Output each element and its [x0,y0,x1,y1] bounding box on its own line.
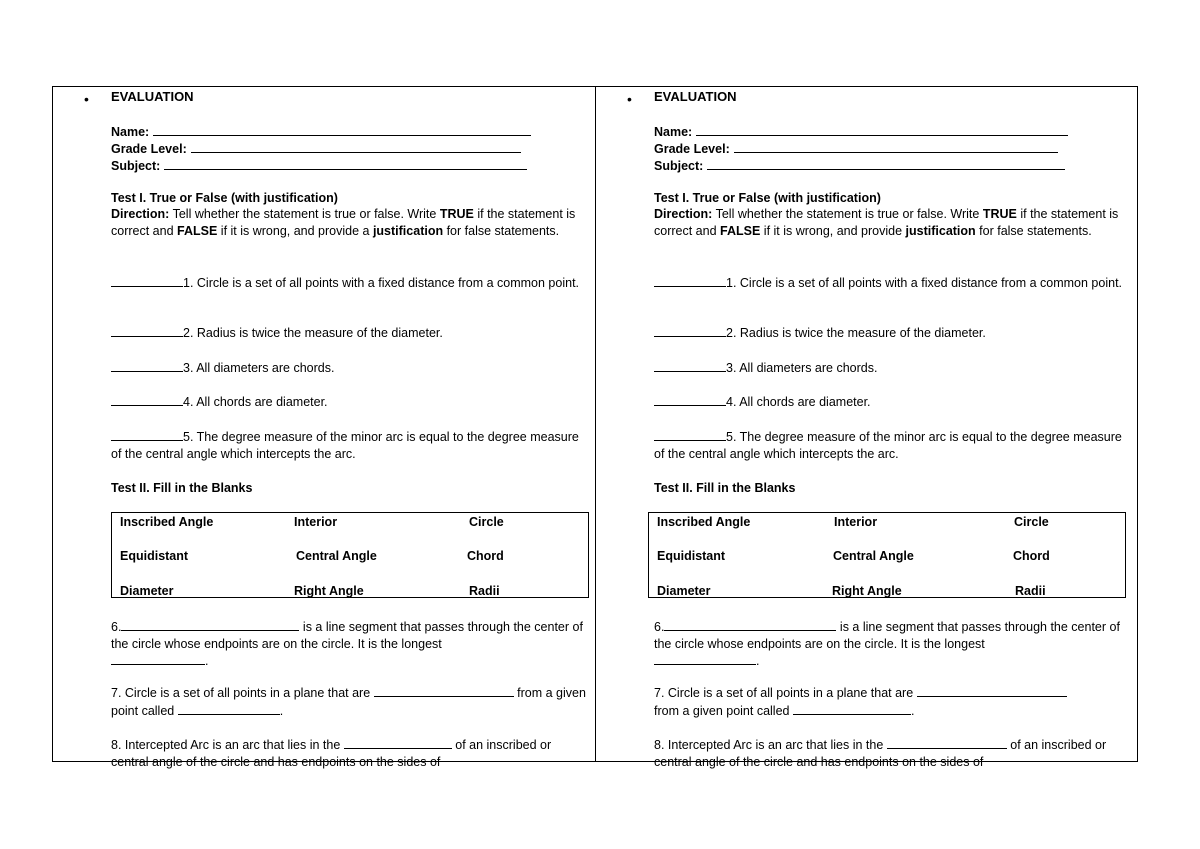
word-bank-item: Radii [469,584,500,598]
word-bank-item: Diameter [657,584,711,598]
test1-title: Test I. True or False (with justification) [654,191,881,205]
word-bank-item: Right Angle [832,584,902,598]
answer-blank[interactable] [111,274,183,287]
word-bank-item: Chord [1013,549,1050,563]
test1-item: 2. Radius is twice the measure of the diameter. [111,324,589,342]
test2-title: Test II. Fill in the Blanks [654,481,796,495]
name-field[interactable] [654,123,1068,139]
word-bank [111,512,589,598]
test1-item: 4. All chords are diameter. [654,393,1132,411]
answer-blank[interactable] [111,324,183,337]
name-field[interactable] [111,123,531,139]
test1-item: 5. The degree measure of the minor arc is equal to the degree measure of the central angle which intercepts the arc. [654,430,1122,461]
answer-blank[interactable] [121,618,299,631]
answer-blank[interactable] [111,393,183,406]
word-bank-item: Interior [294,515,338,529]
name-label: Name: [111,125,150,139]
answer-blank[interactable] [887,736,1007,749]
word-bank-item: Equidistant [657,549,726,563]
question-8: 8. Intercepted Arc is an arc that lies in the of an inscribed or central angle of the circle and has endpoints on the sides of [654,738,1107,769]
answer-blank[interactable] [654,428,726,441]
answer-blank[interactable] [344,736,452,749]
word-bank-item: Interior [834,515,878,529]
grade-level-label: Grade Level: [111,142,187,156]
test1-item: 4. All chords are diameter. [111,393,589,411]
worksheet-page [52,86,1138,769]
test1-item: 5. The degree measure of the minor arc is equal to the degree measure of the central angle which intercepts the arc. [111,430,579,461]
grade-level-field[interactable] [654,140,1058,156]
answer-blank[interactable] [917,684,1067,697]
test1-item: 1. Circle is a set of all points with a fixed distance from a common point. [111,274,589,292]
bullet-icon: • [627,91,632,107]
question-8: 8. Intercepted Arc is an arc that lies in the of an inscribed or central angle of the circle and has endpoints on the sides of [111,738,552,769]
grade-level-field[interactable] [111,140,521,156]
answer-blank[interactable] [654,274,726,287]
evaluation-title: EVALUATION [654,89,737,104]
answer-blank[interactable] [111,428,183,441]
test1-item: 1. Circle is a set of all points with a fixed distance from a common point. [654,274,1132,292]
bullet-icon: • [84,91,89,107]
evaluation-title: EVALUATION [111,89,194,104]
answer-blank[interactable] [374,684,514,697]
answer-blank[interactable] [178,702,280,715]
answer-blank[interactable] [654,359,726,372]
word-bank [648,512,1126,598]
word-bank-item: Right Angle [294,584,364,598]
answer-blank[interactable] [111,652,205,665]
word-bank-item: Equidistant [120,549,189,563]
answer-blank[interactable] [654,324,726,337]
subject-field[interactable] [111,157,527,173]
question-6: 6. is a line segment that passes through the center of the circle whose endpoints are on the circle. It is the longest . [654,620,1120,668]
question-7: 7. Circle is a set of all points in a plane that are from a given point called . [111,686,586,718]
answer-blank[interactable] [111,359,183,372]
test1-direction: Direction: Tell whether the statement is true or false. Write TRUE if the statement is correct and FALSE if it is wrong, and provide justification for false statements. [654,207,1119,238]
test1-item: 3. All diameters are chords. [111,359,589,377]
test1-item: 3. All diameters are chords. [654,359,1132,377]
grade-level-label: Grade Level: [654,142,730,156]
subject-label: Subject: [654,159,704,173]
word-bank-item: Circle [1014,515,1049,529]
answer-blank[interactable] [793,702,911,715]
test1-title: Test I. True or False (with justification) [111,191,338,205]
test1-item: 2. Radius is twice the measure of the diameter. [654,324,1132,342]
name-label: Name: [654,125,693,139]
subject-label: Subject: [111,159,161,173]
answer-blank[interactable] [654,652,756,665]
question-6: 6. is a line segment that passes through the center of the circle whose endpoints are on the circle. It is the longest . [111,620,583,668]
worksheet-column-right [596,87,1138,769]
word-bank-item: Inscribed Angle [120,515,214,529]
word-bank-item: Circle [469,515,504,529]
test1-direction: Direction: Tell whether the statement is true or false. Write TRUE if the statement is correct and FALSE if it is wrong, and provide a justification for false statements. [111,207,576,238]
test2-title: Test II. Fill in the Blanks [111,481,253,495]
word-bank-item: Diameter [120,584,174,598]
question-7: 7. Circle is a set of all points in a plane that are from a given point called . [654,684,1132,719]
word-bank-item: Central Angle [296,549,377,563]
subject-field[interactable] [654,157,1065,173]
word-bank-item: Radii [1015,584,1046,598]
worksheet-column-left [53,87,595,769]
word-bank-item: Inscribed Angle [657,515,751,529]
word-bank-item: Central Angle [833,549,914,563]
answer-blank[interactable] [664,618,836,631]
word-bank-item: Chord [467,549,504,563]
answer-blank[interactable] [654,393,726,406]
